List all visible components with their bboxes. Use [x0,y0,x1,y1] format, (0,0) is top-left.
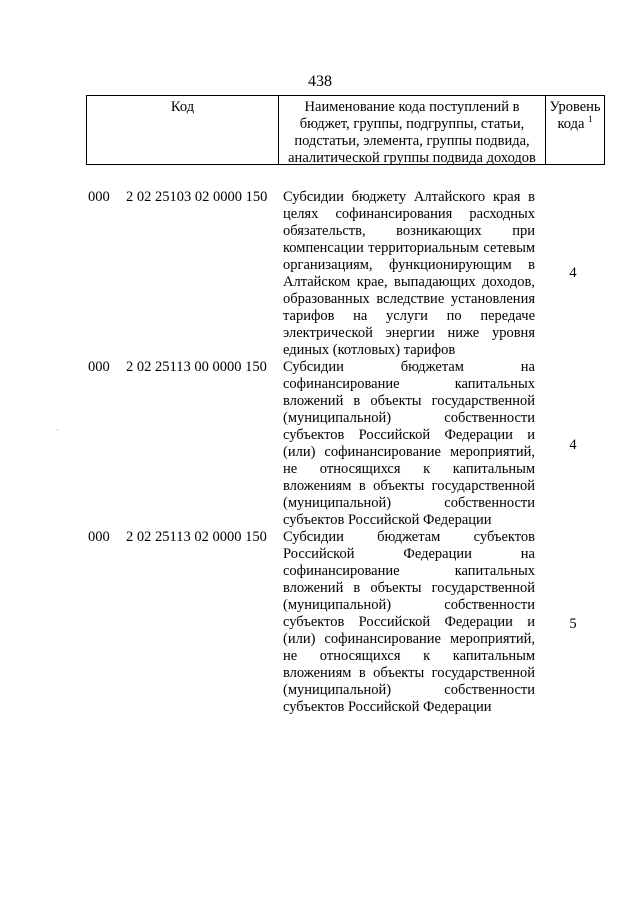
header-name-line: подстатьи, элемента, группы подвида, [294,133,530,149]
footnote-marker: 1 [588,114,593,125]
header-name-line: бюджет, группы, подгруппы, статьи, [299,116,525,132]
description-line: софинансирование капитальных [283,376,535,392]
description-line: вложений в объекты государственной [283,580,535,596]
table-header [86,95,605,165]
header-name [279,96,546,164]
header-name-line: Наименование кода поступлений в [304,99,520,115]
description-line: (или) софинансирование мероприятий, [283,444,535,460]
description-line: вложениям в объекты государственной [283,478,535,494]
admin-code: 000 [88,529,110,545]
description-line: вложениям в объекты государственной [283,665,535,681]
budget-code: 2 02 25113 02 0000 150 [126,529,267,545]
header-code [87,96,279,164]
description-line: единых (котловых) тарифов [283,342,456,358]
description-line: целях софинансирования расходных [283,206,535,222]
description-line: вложений в объекты государственной [283,393,535,409]
description-line: субъектов Российской Федерации [283,512,492,528]
code-description [283,529,535,716]
description-line: электрической энергии ниже уровня [283,325,535,341]
budget-code: 2 02 25103 02 0000 150 [126,189,268,205]
code-description [283,359,535,529]
budget-code: 2 02 25113 00 0000 150 [126,359,267,375]
description-line: образованных вследствие установления [283,291,535,307]
description-line: субъектов Российской Федерации и [283,614,535,630]
code-level: 4 [569,437,577,453]
description-line: (муниципальной) собственности [283,597,535,613]
header-code-label: Код [170,99,195,115]
description-line: (или) софинансирование мероприятий, [283,631,535,647]
admin-code: 000 [88,189,110,205]
header-level [546,96,604,164]
description-line: Субсидии бюджетам субъектов [283,529,535,545]
description-line: Российской Федерации на [283,546,535,562]
header-level-line: Уровень [549,99,601,115]
code-level: 4 [569,265,577,281]
code-level: 5 [569,616,577,632]
header-level-word: кода [557,116,585,132]
header-name-line: аналитической группы подвида доходов [288,150,536,166]
description-line: софинансирование капитальных [283,563,535,579]
margin-mark: · [56,425,59,435]
description-line: (муниципальной) собственности [283,410,535,426]
page-number: 438 [308,73,332,90]
description-line: субъектов Российской Федерации [283,699,492,715]
description-line: (муниципальной) собственности [283,495,535,511]
description-line: тарифов на услуги по передаче [283,308,535,324]
description-line: обязательств, возникающих при [283,223,535,239]
description-line: Субсидии бюджету Алтайского края в [283,189,535,205]
admin-code: 000 [88,359,110,375]
header-level-line2 [546,116,604,133]
description-line: (муниципальной) собственности [283,682,535,698]
description-line: не относящихся к капитальным [283,461,535,477]
description-line: Субсидии бюджетам на [283,359,535,375]
description-line: компенсации территориальным сетевым [283,240,535,256]
description-line: субъектов Российской Федерации и [283,427,535,443]
description-line: не относящихся к капитальным [283,648,535,664]
description-line: Алтайском крае, выпадающих доходов, [283,274,535,290]
code-description [283,189,535,359]
description-line: организациям, функционирующим в [283,257,535,273]
